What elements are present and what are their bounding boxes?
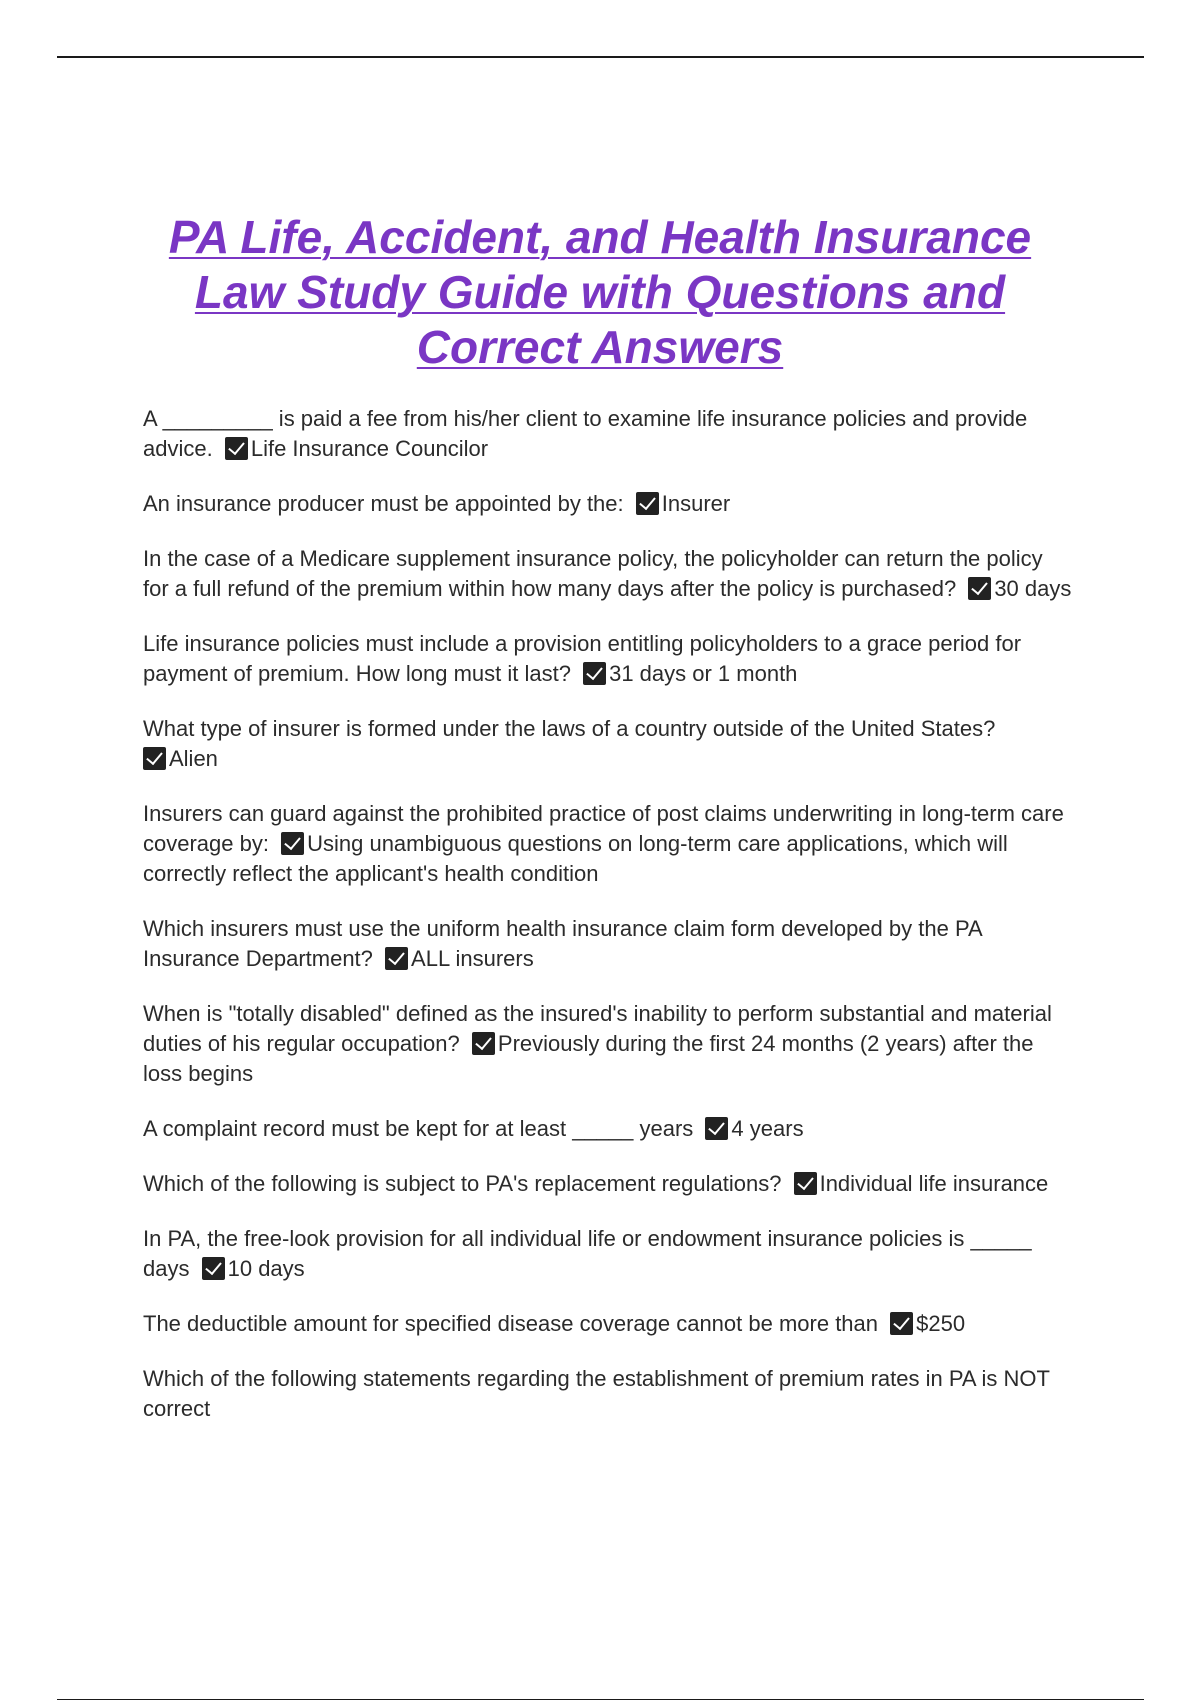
- qa-item: [143, 1114, 1073, 1144]
- qa-item: [143, 1169, 1073, 1199]
- question-text: What type of insurer is formed under the laws of a country outside of the United States?: [143, 716, 996, 741]
- answer-text: Insurer: [661, 491, 731, 516]
- qa-item: [143, 999, 1073, 1089]
- qa-item: [143, 914, 1073, 974]
- qa-item: [143, 544, 1073, 604]
- answer-text: Alien: [169, 746, 218, 771]
- checkmark-icon: [583, 662, 606, 685]
- question-text: When is "totally disabled" defined as the insured's inability to perform substantial and material duties of his regular occupation?: [143, 1001, 1052, 1056]
- question-text: Which of the following statements regarding the establishment of premium rates in PA is NOT correct: [143, 1366, 1050, 1421]
- question-text: The deductible amount for specified disease coverage cannot be more than: [143, 1311, 879, 1336]
- checkmark-icon: [794, 1172, 817, 1195]
- question-text: Which insurers must use the uniform health insurance claim form developed by the PA Insurance Department?: [143, 916, 982, 971]
- question-text: An insurance producer must be appointed by the:: [143, 491, 624, 516]
- qa-item: [143, 1224, 1073, 1284]
- question-text: In the case of a Medicare supplement insurance policy, the policyholder can return the policy for a full refund of the premium within how many days after the policy is purchased?: [143, 546, 1043, 601]
- question-text: Which of the following is subject to PA's replacement regulations?: [143, 1171, 782, 1196]
- document-title: PA Life, Accident, and Health Insurance Law Study Guide with Questions and Correct Answers: [168, 211, 1032, 373]
- qa-item: [143, 489, 1073, 519]
- qa-item: [143, 799, 1073, 889]
- checkmark-icon: [968, 577, 991, 600]
- checkmark-icon: [636, 492, 659, 515]
- checkmark-icon: [225, 437, 248, 460]
- checkmark-icon: [705, 1117, 728, 1140]
- checkmark-icon: [281, 832, 304, 855]
- checkmark-icon: [472, 1032, 495, 1055]
- answer-text: Using unambiguous questions on long-term care applications, which will correctly reflect the applicant's health condition: [143, 831, 1008, 886]
- question-text: Insurers can guard against the prohibited practice of post claims underwriting in long-term care coverage by:: [143, 801, 1064, 856]
- qa-list: [143, 404, 1073, 1449]
- checkmark-icon: [143, 747, 166, 770]
- question-text: In PA, the free-look provision for all individual life or endowment insurance policies is _____ days: [143, 1226, 1032, 1281]
- checkmark-icon: [890, 1312, 913, 1335]
- qa-item: [143, 1309, 1073, 1339]
- answer-text: 10 days: [227, 1256, 305, 1281]
- qa-item: [143, 404, 1073, 464]
- answer-text: ALL insurers: [411, 946, 534, 971]
- answer-text: 30 days: [994, 576, 1072, 601]
- qa-item: [143, 629, 1073, 689]
- checkmark-icon: [385, 947, 408, 970]
- question-text: A _________ is paid a fee from his/her client to examine life insurance policies and provide advice.: [143, 406, 1028, 461]
- answer-text: 4 years: [731, 1116, 804, 1141]
- answer-text: Life Insurance Councilor: [250, 436, 489, 461]
- answer-text: Individual life insurance: [819, 1171, 1049, 1196]
- answer-text: Previously during the first 24 months (2 years) after the loss begins: [143, 1031, 1034, 1086]
- qa-item: [143, 1364, 1073, 1424]
- answer-text: 31 days or 1 month: [609, 661, 798, 686]
- checkmark-icon: [202, 1257, 225, 1280]
- qa-item: [143, 714, 1073, 774]
- question-text: Life insurance policies must include a provision entitling policyholders to a grace period for payment of premium. How long must it last?: [143, 631, 1022, 686]
- question-text: A complaint record must be kept for at least _____ years: [143, 1116, 694, 1141]
- answer-text: $250: [916, 1311, 966, 1336]
- top-rule: [57, 56, 1144, 58]
